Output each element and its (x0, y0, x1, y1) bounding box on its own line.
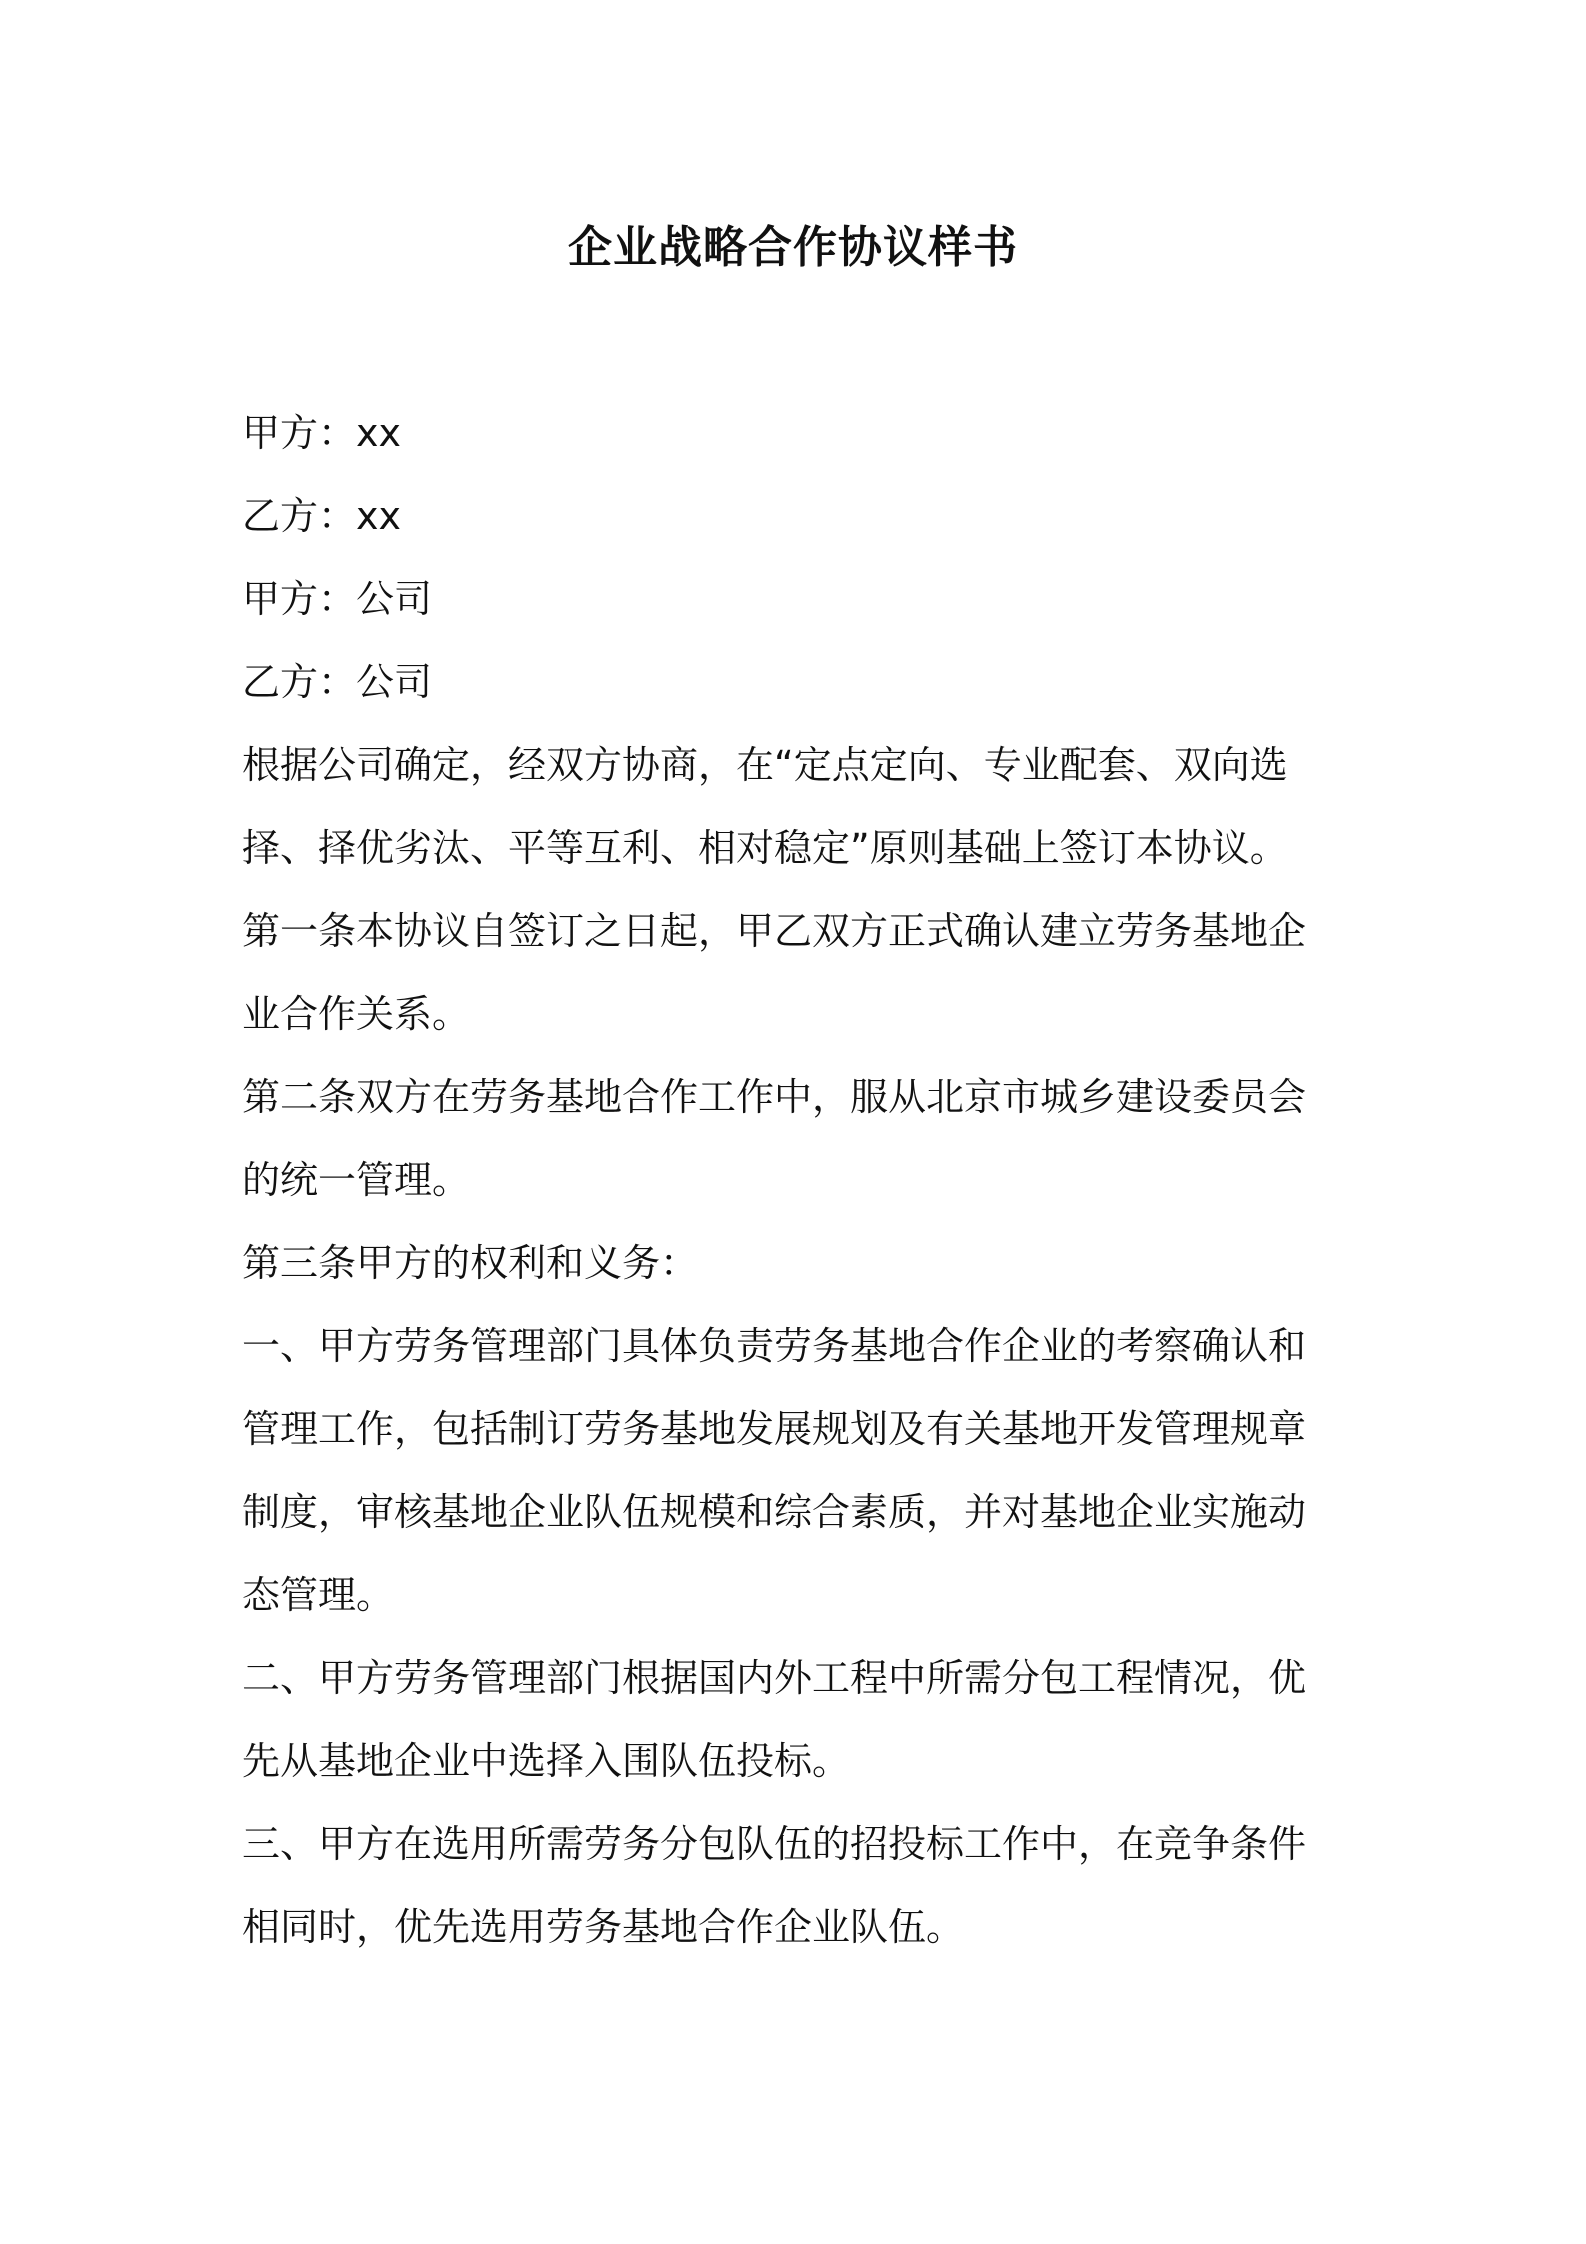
article-1-line-1: 第一条本协议自签订之日起，甲乙双方正式确认建立劳务基地企 (242, 909, 1307, 953)
article-2-line-2: 的统一管理。 (242, 1158, 471, 1202)
document-body (242, 392, 1352, 1969)
article-3-item-1-line-2: 管理工作，包括制订劳务基地发展规划及有关基地开发管理规章 (242, 1407, 1307, 1451)
article-3-item-1-line-1: 一、甲方劳务管理部门具体负责劳务基地合作企业的考察确认和 (242, 1324, 1307, 1368)
article-2-line-1: 第二条双方在劳务基地合作工作中，服从北京市城乡建设委员会 (242, 1075, 1307, 1119)
party-b-line-2: 乙方：公司 (242, 660, 433, 704)
party-a-line-2: 甲方：公司 (242, 577, 433, 621)
preamble-line-1: 根据公司确定，经双方协商，在“定点定向、专业配套、双向选 (242, 743, 1288, 787)
article-3-item-1-line-3: 制度，审核基地企业队伍规模和综合素质，并对基地企业实施动 (242, 1490, 1307, 1534)
article-3-item-1-line-4: 态管理。 (242, 1573, 395, 1617)
article-3-item-2-line-2: 先从基地企业中选择入围队伍投标。 (242, 1739, 851, 1783)
party-a-line-1: 甲方：xx (242, 411, 401, 455)
preamble-line-2: 择、择优劣汰、平等互利、相对稳定”原则基础上签订本协议。 (242, 826, 1288, 870)
article-3-item-3-line-2: 相同时，优先选用劳务基地合作企业队伍。 (242, 1905, 965, 1949)
article-1-line-2: 业合作关系。 (242, 992, 471, 1036)
party-b-line-1: 乙方：xx (242, 494, 401, 538)
article-3-heading: 第三条甲方的权利和义务： (242, 1241, 699, 1285)
article-3-item-2-line-1: 二、甲方劳务管理部门根据国内外工程中所需分包工程情况，优 (242, 1656, 1307, 1700)
article-3-item-3-line-1: 三、甲方在选用所需劳务分包队伍的招投标工作中，在竞争条件 (242, 1822, 1307, 1866)
document-title: 企业战略合作协议样书 (568, 222, 1018, 273)
